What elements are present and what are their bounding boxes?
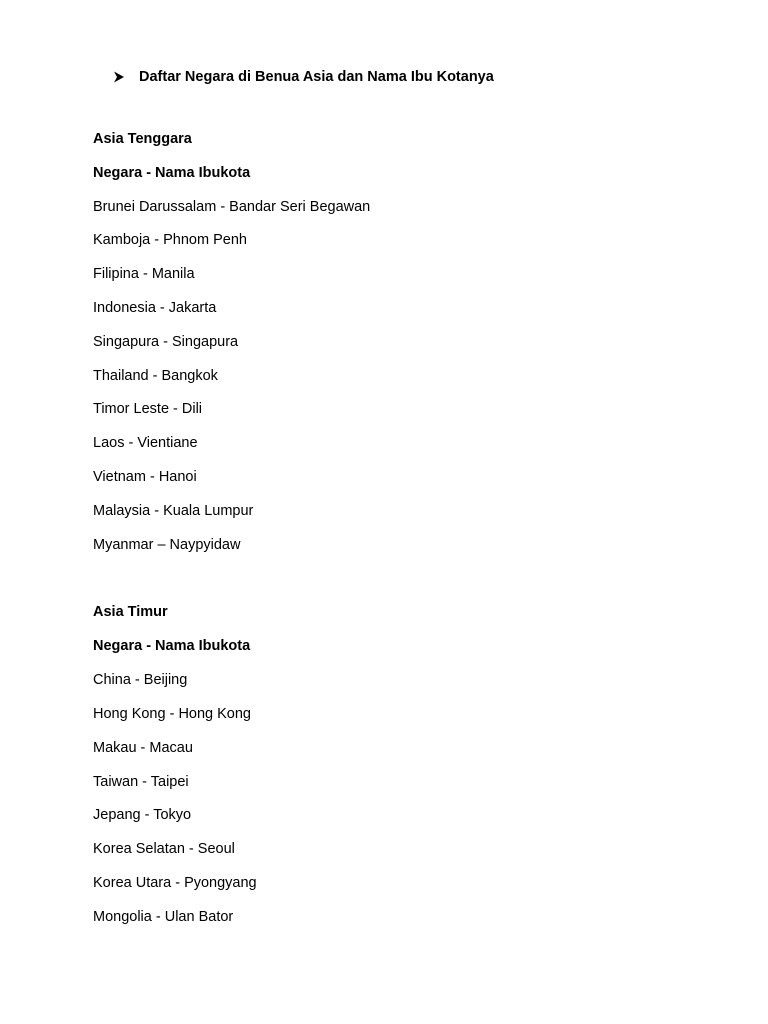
list-item: Brunei Darussalam - Bandar Seri Begawan (93, 199, 371, 215)
list-item: Jepang - Tokyo (93, 807, 192, 823)
list-item: Filipina - Manila (93, 266, 195, 282)
list-item: Korea Selatan - Seoul (93, 841, 235, 857)
list-item: Timor Leste - Dili (93, 401, 203, 417)
list-item: Laos - Vientiane (93, 435, 198, 451)
list-item: Singapura - Singapura (93, 334, 239, 350)
column-header: Negara - Nama Ibukota (93, 638, 251, 654)
section-title-asia-tenggara: Asia Tenggara (93, 131, 192, 147)
column-header: Negara - Nama Ibukota (93, 165, 251, 181)
document-heading (113, 67, 494, 87)
list-item: China - Beijing (93, 672, 188, 688)
list-item: Vietnam - Hanoi (93, 469, 197, 485)
list-item: Korea Utara - Pyongyang (93, 875, 257, 891)
list-item: Myanmar – Naypyidaw (93, 537, 241, 553)
heading-text: Daftar Negara di Benua Asia dan Nama Ibu Kotanya (139, 69, 494, 85)
list-item: Makau - Macau (93, 740, 193, 756)
list-item: Thailand - Bangkok (93, 368, 218, 384)
list-item: Mongolia - Ulan Bator (93, 909, 234, 925)
list-item: Hong Kong - Hong Kong (93, 706, 251, 722)
list-item: Kamboja - Phnom Penh (93, 232, 247, 248)
list-item: Indonesia - Jakarta (93, 300, 217, 316)
arrowhead-bullet-icon (113, 71, 125, 83)
list-item: Malaysia - Kuala Lumpur (93, 503, 254, 519)
list-item: Taiwan - Taipei (93, 774, 189, 790)
section-title-asia-timur: Asia Timur (93, 604, 168, 620)
